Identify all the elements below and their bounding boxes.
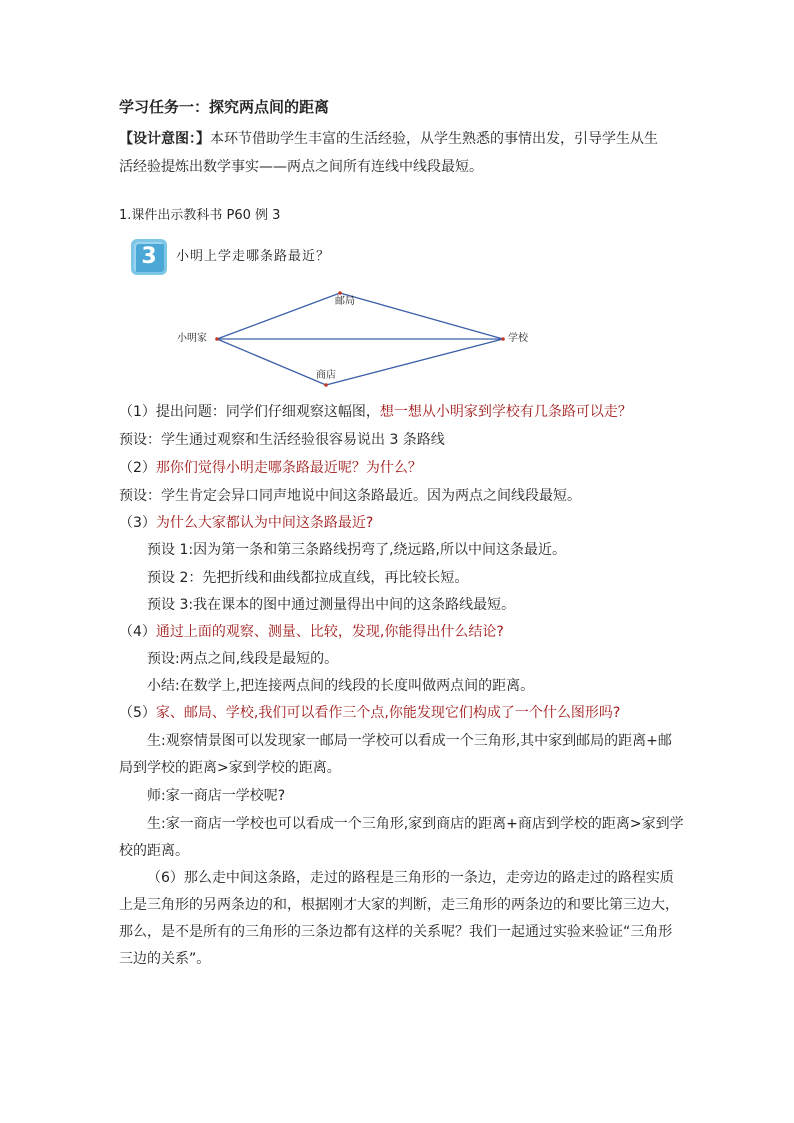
point-school bbox=[501, 337, 505, 341]
question-4-highlight: 通过上面的观察、测量、比较，发现,你能得出什么结论? bbox=[155, 624, 504, 640]
label-school: 学校 bbox=[508, 333, 528, 344]
point-post-office bbox=[338, 291, 342, 295]
paragraph-6-line1: （6）那么走中间这条路，走过的路程是三角形的一条边，走旁边的路走过的路程实质 bbox=[147, 870, 674, 886]
student-answer-2: 生:家一商店一学校也可以看成一个三角形,家到商店的距离+商店到学校的距离>家到学 bbox=[147, 816, 684, 832]
student-answer-2-cont: 校的距离。 bbox=[119, 843, 189, 859]
route-post-office-school bbox=[340, 293, 503, 339]
question-3-highlight: 为什么大家都认为中间这条路最近? bbox=[155, 515, 374, 531]
student-answer-1-cont: 局到学校的距离>家到学校的距离。 bbox=[119, 760, 341, 776]
paragraph-6-line4: 三边的关系”。 bbox=[119, 951, 211, 967]
section-heading: 学习任务一：探究两点间的距离 bbox=[119, 98, 330, 116]
question-4 bbox=[119, 622, 504, 642]
paragraph-6-line2: 上是三角形的另两条边的和，根据刚才大家的判断，走三角形的两条边的和要比第三边大， bbox=[119, 897, 679, 913]
example-question: 小明上学走哪条路最近？ bbox=[176, 249, 331, 264]
example-number-badge: 3 bbox=[131, 239, 167, 275]
route-home-post-office bbox=[217, 293, 340, 339]
route-home-store bbox=[217, 339, 326, 385]
question-2-prefix: （2） bbox=[119, 460, 156, 476]
question-3 bbox=[119, 513, 373, 533]
route-store-school bbox=[326, 339, 503, 385]
question-1-prefix: （1）提出问题：同学们仔细观察这幅图， bbox=[119, 404, 380, 420]
label-store: 商店 bbox=[316, 370, 336, 381]
label-home: 小明家 bbox=[177, 333, 207, 344]
answer-1: 预设：学生通过观察和生活经验很容易说出 3 条路线 bbox=[119, 432, 445, 448]
student-answer-1: 生:观察情景图可以发现家一邮局一学校可以看成一个三角形,其中家到邮局的距离+邮 bbox=[147, 733, 672, 749]
question-2-highlight: 那你们觉得小明走哪条路最近呢？为什么？ bbox=[155, 460, 422, 476]
question-2 bbox=[119, 458, 422, 478]
design-intent-label: 【设计意图：】 bbox=[119, 131, 210, 147]
summary: 小结:在数学上,把连接两点间的线段的长度叫做两点间的距离。 bbox=[147, 678, 535, 694]
point-home bbox=[215, 337, 219, 341]
question-1 bbox=[119, 402, 632, 422]
question-5 bbox=[119, 703, 620, 723]
answer-3-2: 预设 2：先把折线和曲线都拉成直线，再比较长短。 bbox=[147, 570, 469, 586]
answer-2: 预设：学生肯定会异口同声地说中间这条路最近。因为两点之间线段最短。 bbox=[119, 488, 581, 504]
question-1-highlight: 想一想从小明家到学校有几条路可以走？ bbox=[379, 404, 632, 420]
answer-3-1: 预设 1:因为第一条和第三条路线拐弯了,绕远路,所以中间这条最近。 bbox=[147, 542, 566, 558]
teacher-question: 师:家一商店一学校呢? bbox=[147, 788, 286, 804]
design-intent-text: 本环节借助学生丰富的生活经验，从学生熟悉的事情出发，引导学生从生 bbox=[210, 131, 658, 147]
question-5-highlight: 家、邮局、学校,我们可以看作三个点,你能发现它们构成了一个什么图形吗? bbox=[155, 705, 621, 721]
answer-4: 预设:两点之间,线段是最短的。 bbox=[147, 651, 339, 667]
step-1: 1.课件出示教科书 P60 例 3 bbox=[119, 208, 281, 223]
point-store bbox=[324, 383, 328, 387]
answer-3-3: 预设 3:我在课本的图中通过测量得出中间的这条路线最短。 bbox=[147, 597, 516, 613]
design-intent-line2: 活经验提炼出数学事实——两点之间所有连线中线段最短。 bbox=[119, 159, 483, 175]
label-post-office: 邮局 bbox=[335, 296, 355, 307]
question-3-prefix: （3） bbox=[119, 515, 156, 531]
question-4-prefix: （4） bbox=[119, 624, 156, 640]
paragraph-6-line3: 那么，是不是所有的三角形的三条边都有这样的关系呢？我们一起通过实验来验证“三角形 bbox=[119, 924, 673, 940]
question-5-prefix: （5） bbox=[119, 705, 156, 721]
